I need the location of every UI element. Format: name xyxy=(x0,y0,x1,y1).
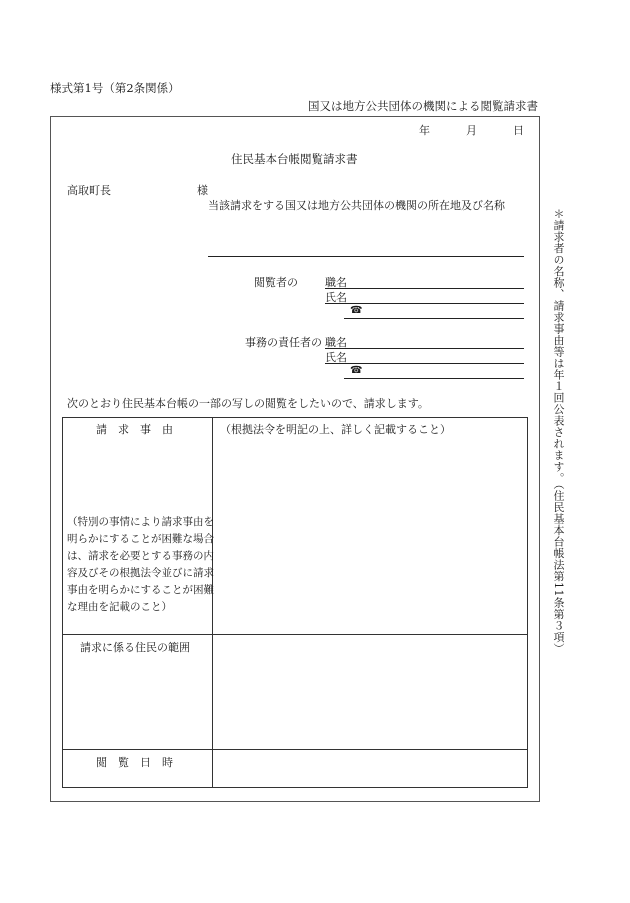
viewer-name-label: 氏名 xyxy=(325,291,347,304)
scope-header: 請求に係る住民の範囲 xyxy=(80,641,190,654)
addressee-honorific: 様 xyxy=(197,184,208,197)
viewer-phone-line[interactable] xyxy=(344,318,524,319)
viewer-phone-icon: ☎ xyxy=(350,305,363,316)
side-note: ＊請求者の名称、請求事由等は年１回公表されます。（住民基本台帳法第11条第３項） xyxy=(552,208,565,655)
responsible-name-line[interactable] xyxy=(325,363,524,364)
intro-text: 次のとおり住民基本台帳の一部の写しの閲覧をしたいので、請求します。 xyxy=(67,397,429,410)
form-number: 様式第1号（第2条関係） xyxy=(50,81,180,95)
reason-hint: （根拠法令を明記の上、詳しく記載すること） xyxy=(220,423,451,436)
viewer-position-line[interactable] xyxy=(325,288,524,289)
reason-input-area[interactable] xyxy=(213,440,527,633)
document-title: 住民基本台帳閲覧請求書 xyxy=(231,152,358,166)
viewer-label: 閲覧者の xyxy=(254,276,298,289)
organization-line[interactable] xyxy=(208,256,524,257)
responsible-position-label: 職名 xyxy=(325,336,347,349)
viewer-position-label: 職名 xyxy=(325,276,347,289)
reason-note: （特別の事情により請求事由を明らかにすることが困難な場合は、請求を必要とする事務の内容及びその根拠法令並びに請求事由を明らかにすることが困難な理由を記載のこと） xyxy=(67,516,214,613)
responsible-position-line[interactable] xyxy=(325,348,524,349)
datetime-input-area[interactable] xyxy=(213,750,527,787)
form-type-title: 国又は地方公共団体の機関による閲覧請求書 xyxy=(308,99,538,113)
responsible-phone-icon: ☎ xyxy=(350,365,363,376)
responsible-name-label: 氏名 xyxy=(325,351,347,364)
addressee-mayor: 高取町長 xyxy=(67,184,111,197)
datetime-header: 閲 覧 日 時 xyxy=(96,756,173,769)
organization-label: 当該請求をする国又は地方公共団体の機関の所在地及び名称 xyxy=(208,199,505,212)
scope-input-area[interactable] xyxy=(213,635,527,748)
date-month-label: 月 xyxy=(466,124,477,137)
responsible-phone-line[interactable] xyxy=(344,378,524,379)
date-year-label: 年 xyxy=(419,124,430,137)
reason-header: 請 求 事 由 xyxy=(96,423,173,436)
viewer-name-line[interactable] xyxy=(325,303,524,304)
date-day-label: 日 xyxy=(513,124,524,137)
responsible-label: 事務の責任者の xyxy=(245,336,322,349)
